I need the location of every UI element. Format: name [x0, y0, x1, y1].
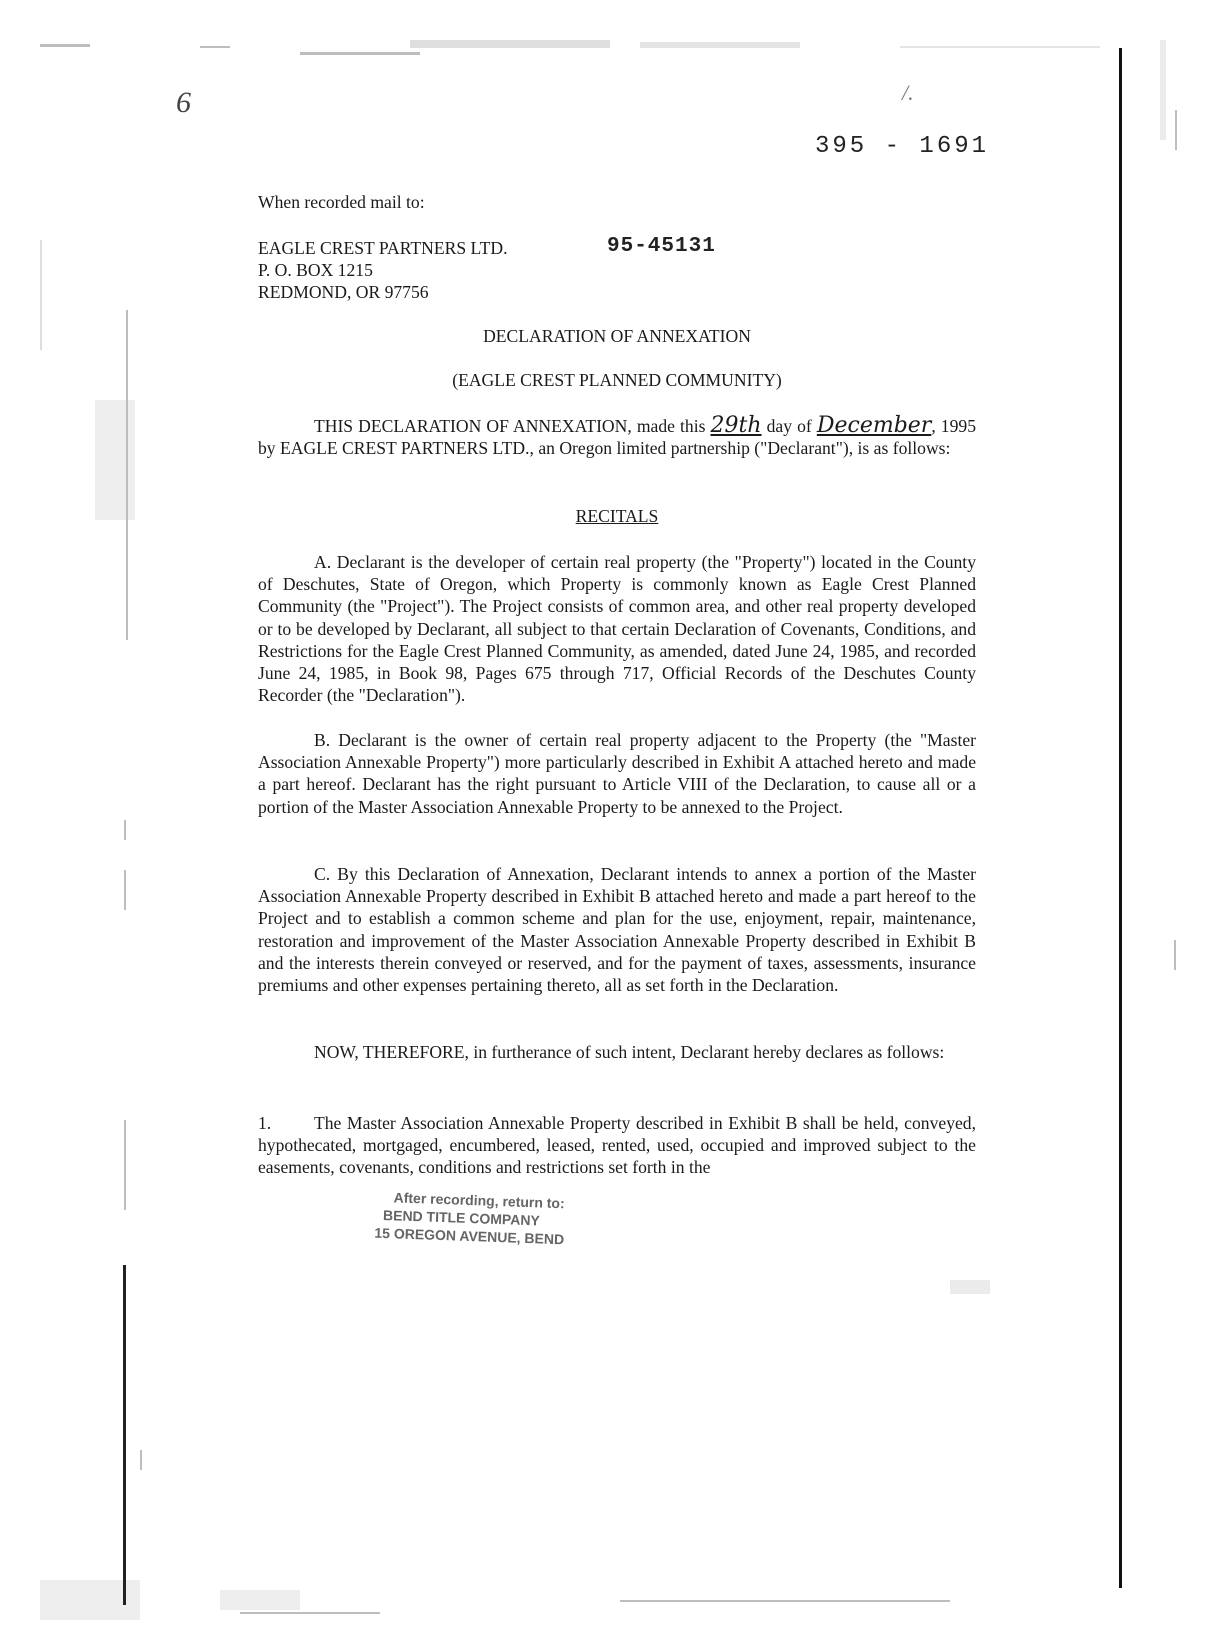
intro-text-3: , 1995 by EAGLE CREST PARTNERS LTD., an Oregon limited partnership ("Declarant"), is as follows:	[258, 416, 976, 459]
scan-edge-line-left	[123, 1265, 126, 1605]
recording-page-number: 395 - 1691	[815, 133, 990, 160]
recital-b: B. Declarant is the owner of certain real property adjacent to the Property (the "Master Association Annexable Property") more particularly described in Exhibit A attached hereto and made a part hereof. Declarant has the right pursuant to Article VIII of the Declaration, to cause all or a portion of the Master Association Annexable Property to be annexed to the Project.	[258, 730, 976, 817]
intro-text-1: THIS DECLARATION OF ANNEXATION, made this	[314, 416, 711, 436]
document-subtitle: (EAGLE CREST PLANNED COMMUNITY)	[452, 370, 782, 390]
stamp-line-3: 15 OREGON AVENUE, BEND	[374, 1224, 565, 1248]
intro-paragraph	[258, 415, 976, 459]
mail-to-label: When recorded mail to:	[258, 192, 425, 212]
return-address-stamp	[374, 1188, 566, 1249]
margin-handwritten-mark-top: /.	[902, 80, 914, 105]
now-therefore-paragraph: NOW, THEREFORE, in furtherance of such intent, Declarant hereby declares as follows:	[314, 1042, 945, 1062]
document-number-stamp: 95-45131	[607, 235, 716, 258]
stamp-line-1: After recording, return to:	[393, 1189, 565, 1212]
document-title: DECLARATION OF ANNEXATION	[483, 326, 751, 346]
stamp-line-2: BEND TITLE COMPANY	[382, 1206, 541, 1229]
item-text: The Master Association Annexable Property described in Exhibit B shall be held, conveyed, hypothecated, mortgaged, encumbered, leased, rented, used, occupied and improved subject to the easements, covenants, conditions and restrictions set forth in the	[258, 1113, 976, 1178]
item-number: 1.	[258, 1113, 272, 1133]
handwritten-day: 29th	[710, 413, 762, 438]
recitals-heading: RECITALS	[575, 506, 659, 526]
numbered-item-1	[258, 1112, 976, 1179]
recipient-city: REDMOND, OR 97756	[258, 282, 429, 302]
recipient-address	[258, 237, 508, 303]
recipient-name: EAGLE CREST PARTNERS LTD.	[258, 238, 508, 258]
recital-a: A. Declarant is the developer of certain real property (the "Property") located in the County of Deschutes, State of Oregon, which Property is commonly known as Eagle Crest Planned Community (the "Project"). The Project consists of common area, and other real property developed or to be developed by Declarant, all subject to that certain Declaration of Covenants, Conditions, and Restrictions for the Eagle Crest Planned Community, as amended, dated June 24, 1985, and recorded June 24, 1985, in Book 98, Pages 675 through 717, Official Records of the Deschutes County Recorder (the "Declaration").	[258, 552, 976, 706]
intro-text-2: day of	[761, 416, 817, 436]
handwritten-month: December	[816, 413, 932, 438]
scan-edge-line	[1119, 48, 1122, 1588]
margin-handwritten-mark: 6	[176, 86, 191, 119]
recipient-po-box: P. O. BOX 1215	[258, 260, 373, 280]
recital-c: C. By this Declaration of Annexation, Declarant intends to annex a portion of the Master Association Annexable Property described in Exhibit B attached hereto and made a part hereof to the Project and to establish a common scheme and plan for the use, enjoyment, repair, maintenance, restoration and improvement of the Master Association Annexable Property described in Exhibit B and the interests therein conveyed or reserved, and for the payment of taxes, assessments, insurance premiums and other expenses pertaining thereto, all as set forth in the Declaration.	[258, 864, 976, 996]
